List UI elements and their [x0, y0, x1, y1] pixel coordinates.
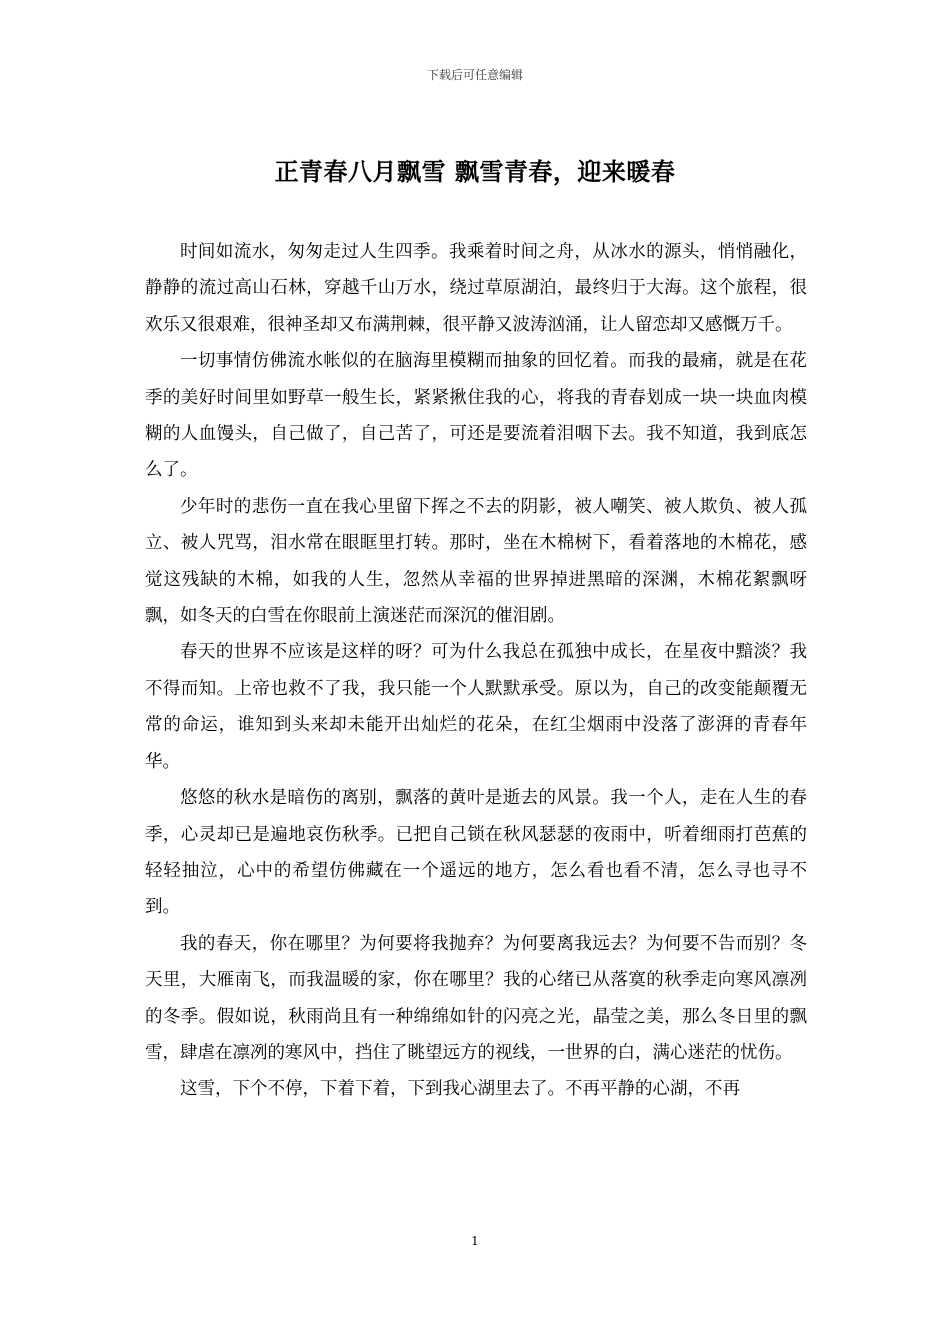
paragraph: 少年时的悲伤一直在我心里留下挥之不去的阴影，被人嘲笑、被人欺负、被人孤立、被人咒骂，泪水常在眼眶里打转。那时，坐在木棉树下，看着落地的木棉花，感觉这残缺的木棉，如我的人生，忽然从幸福的世界掉进黑暗的深渊，木棉花絮飘呀飘，如冬天的白雪在你眼前上演迷茫而深沉的催泪剧。 — [145, 496, 807, 627]
header-note: 下载后可任意编辑 — [426, 68, 523, 82]
paragraph: 一切事情仿佛流水帐似的在脑海里模糊而抽象的回忆着。而我的最痛，就是在花季的美好时间里如野草一般生长，紧紧揪住我的心，将我的青春划成一块一块血肉模糊的人血馒头，自己做了，自己苦了，可还是要流着泪咽下去。我不知道，我到底怎么了。 — [145, 351, 807, 481]
document-title: 正青春八月飘雪 飘雪青春，迎来暖春 — [274, 157, 676, 186]
paragraph: 我的春天，你在哪里？为何要将我抛弃？为何要离我远去？为何要不告而别？冬天里，大雁南飞，而我温暖的家，你在哪里？我的心绪已从落寞的秋季走向寒风凛冽的冬季。假如说，秋雨尚且有一种绵绵如针的闪亮之光，晶莹之美，那么冬日里的飘雪，肆虐在凛冽的寒风中，挡住了眺望远方的视线，一世界的白，满心迷茫的忧伤。 — [145, 933, 807, 1063]
paragraph: 时间如流水，匆匆走过人生四季。我乘着时间之舟，从冰水的源头，悄悄融化，静静的流过高山石林，穿越千山万水，绕过草原湖泊，最终归于大海。这个旅程，很欢乐又很艰难，很神圣却又布满荆棘，很平静又波涛汹涌，让人留恋却又感慨万千。 — [145, 242, 807, 335]
document-body — [145, 234, 807, 1108]
page-number: 1 — [471, 1234, 479, 1248]
paragraph: 这雪，下个不停，下着下着，下到我心湖里去了。不再平静的心湖，不再 — [180, 1079, 740, 1100]
paragraph: 悠悠的秋水是暗伤的离别，飘落的黄叶是逝去的风景。我一个人，走在人生的春季，心灵却已是遍地哀伤秋季。已把自己锁在秋风瑟瑟的夜雨中，听着细雨打芭蕉的轻轻抽泣，心中的希望仿佛藏在一个遥远的地方，怎么看也看不清，怎么寻也寻不到。 — [145, 788, 807, 918]
paragraph: 春天的世界不应该是这样的呀？可为什么我总在孤独中成长，在星夜中黯淡？我不得而知。上帝也救不了我，我只能一个人默默承受。原以为，自己的改变能颠覆无常的命运，谁知到头来却未能开出灿烂的花朵，在红尘烟雨中没落了澎湃的青春年华。 — [145, 642, 807, 772]
